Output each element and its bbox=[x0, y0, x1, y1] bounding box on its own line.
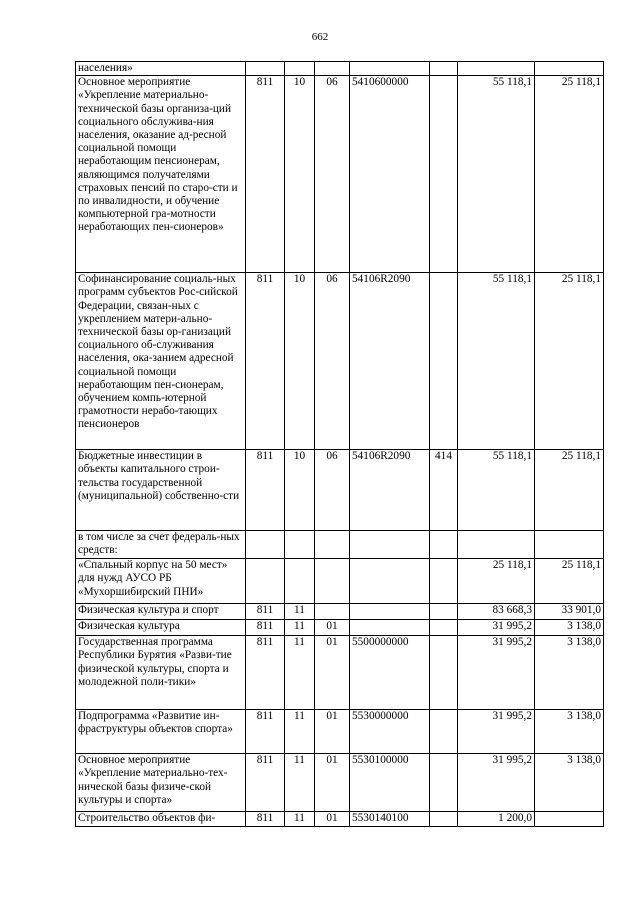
admin-code: 811 bbox=[246, 812, 285, 827]
section-code: 11 bbox=[285, 620, 315, 636]
amount-2 bbox=[535, 812, 604, 827]
row-name: Строительство объектов фи- bbox=[76, 812, 246, 827]
page-number: 662 bbox=[311, 31, 329, 43]
expense-type-code bbox=[430, 636, 458, 710]
section-code: 10 bbox=[285, 450, 315, 531]
row-name: Физическая культура bbox=[76, 620, 246, 636]
expense-type-code bbox=[430, 620, 458, 636]
admin-code: 811 bbox=[246, 710, 285, 754]
subsection-code: 06 bbox=[315, 76, 350, 273]
subsection-code bbox=[315, 604, 350, 620]
expense-type-code bbox=[430, 604, 458, 620]
admin-code: 811 bbox=[246, 620, 285, 636]
admin-code bbox=[246, 531, 285, 559]
target-item-code: 5410600000 bbox=[350, 76, 430, 273]
amount-2: 25 118,1 bbox=[535, 76, 604, 273]
table-row bbox=[76, 531, 604, 559]
amount-1: 31 995,2 bbox=[458, 620, 535, 636]
target-item-code: 54106R2090 bbox=[350, 450, 430, 531]
subsection-code: 06 bbox=[315, 450, 350, 531]
target-item-code: 54106R2090 bbox=[350, 273, 430, 450]
amount-1: 83 668,3 bbox=[458, 604, 535, 620]
target-item-code bbox=[350, 62, 430, 76]
table-row bbox=[76, 273, 604, 450]
admin-code: 811 bbox=[246, 636, 285, 710]
expense-type-code bbox=[430, 754, 458, 812]
amount-1: 25 118,1 bbox=[458, 559, 535, 604]
amount-1: 55 118,1 bbox=[458, 273, 535, 450]
subsection-code bbox=[315, 62, 350, 76]
row-name: Бюджетные инвестиции в объекты капитального строи-тельства государственной (муниципальной) собственно-сти bbox=[76, 450, 246, 531]
section-code: 11 bbox=[285, 636, 315, 710]
section-code: 11 bbox=[285, 812, 315, 827]
table-row bbox=[76, 620, 604, 636]
expense-type-code bbox=[430, 812, 458, 827]
amount-1: 55 118,1 bbox=[458, 76, 535, 273]
amount-2: 3 138,0 bbox=[535, 710, 604, 754]
row-name: Основное мероприятие «Укрепление материально-тех-нической базы физиче-ской культуры и спорта» bbox=[76, 754, 246, 812]
section-code bbox=[285, 62, 315, 76]
table-row bbox=[76, 76, 604, 273]
budget-table bbox=[75, 61, 604, 827]
amount-1: 31 995,2 bbox=[458, 710, 535, 754]
target-item-code bbox=[350, 604, 430, 620]
section-code bbox=[285, 559, 315, 604]
expense-type-code bbox=[430, 76, 458, 273]
amount-2: 3 138,0 bbox=[535, 620, 604, 636]
target-item-code: 5530100000 bbox=[350, 754, 430, 812]
target-item-code bbox=[350, 531, 430, 559]
section-code: 11 bbox=[285, 710, 315, 754]
subsection-code: 01 bbox=[315, 812, 350, 827]
section-code: 10 bbox=[285, 273, 315, 450]
table-row bbox=[76, 636, 604, 710]
table-row bbox=[76, 559, 604, 604]
admin-code bbox=[246, 559, 285, 604]
target-item-code: 5530140100 bbox=[350, 812, 430, 827]
amount-2: 25 118,1 bbox=[535, 559, 604, 604]
subsection-code: 06 bbox=[315, 273, 350, 450]
section-code: 11 bbox=[285, 604, 315, 620]
amount-2: 25 118,1 bbox=[535, 273, 604, 450]
row-name: в том числе за счет федераль-ных средств: bbox=[76, 531, 246, 559]
table-row bbox=[76, 812, 604, 827]
subsection-code: 01 bbox=[315, 710, 350, 754]
row-name: населения» bbox=[76, 62, 246, 76]
expense-type-code bbox=[430, 273, 458, 450]
row-name: Подпрограмма «Развитие ин-фраструктуры объектов спорта» bbox=[76, 710, 246, 754]
amount-2 bbox=[535, 531, 604, 559]
subsection-code: 01 bbox=[315, 754, 350, 812]
section-code bbox=[285, 531, 315, 559]
subsection-code: 01 bbox=[315, 636, 350, 710]
expense-type-code bbox=[430, 531, 458, 559]
amount-1: 1 200,0 bbox=[458, 812, 535, 827]
expense-type-code: 414 bbox=[430, 450, 458, 531]
row-name: Основное мероприятие «Укрепление материально-технической базы организа-ций социального обслужива-ния населения, оказание ад-ресной социальной помощи неработающим пенсионерам, являющимся получателями страховых пенсий по старо-сти и по инвалидности, и обучение компьютерной гра-мотности неработающих пен-сионеров» bbox=[76, 76, 246, 273]
row-name: Физическая культура и спорт bbox=[76, 604, 246, 620]
admin-code: 811 bbox=[246, 76, 285, 273]
admin-code: 811 bbox=[246, 273, 285, 450]
amount-1 bbox=[458, 62, 535, 76]
amount-2 bbox=[535, 62, 604, 76]
section-code: 10 bbox=[285, 76, 315, 273]
target-item-code bbox=[350, 620, 430, 636]
amount-2: 3 138,0 bbox=[535, 636, 604, 710]
admin-code: 811 bbox=[246, 604, 285, 620]
section-code: 11 bbox=[285, 754, 315, 812]
amount-2: 25 118,1 bbox=[535, 450, 604, 531]
row-name: Софинансирование социаль-ных программ субъектов Рос-сийской Федерации, связан-ных с укреплением матери-ально-технической базы ор-ганизаций социального об-служивания населения, ока-занием адресной социальной помощи неработающим пен-сионерам, обучением компь-ютерной грамотности нерабо-тающих пенсионеров bbox=[76, 273, 246, 450]
expense-type-code bbox=[430, 62, 458, 76]
amount-1: 31 995,2 bbox=[458, 754, 535, 812]
amount-1: 55 118,1 bbox=[458, 450, 535, 531]
row-name: «Спальный корпус на 50 мест» для нужд АУСО РБ «Мухоршибирский ПНИ» bbox=[76, 559, 246, 604]
target-item-code bbox=[350, 559, 430, 604]
expense-type-code bbox=[430, 710, 458, 754]
amount-2: 33 901,0 bbox=[535, 604, 604, 620]
table-row bbox=[76, 710, 604, 754]
expense-type-code bbox=[430, 559, 458, 604]
subsection-code bbox=[315, 559, 350, 604]
admin-code bbox=[246, 62, 285, 76]
amount-2: 3 138,0 bbox=[535, 754, 604, 812]
admin-code: 811 bbox=[246, 450, 285, 531]
amount-1 bbox=[458, 531, 535, 559]
table-row bbox=[76, 450, 604, 531]
target-item-code: 5530000000 bbox=[350, 710, 430, 754]
row-name: Государственная программа Республики Бурятия «Разви-тие физической культуры, спорта и молодежной поли-тики» bbox=[76, 636, 246, 710]
amount-1: 31 995,2 bbox=[458, 636, 535, 710]
table-row bbox=[76, 604, 604, 620]
target-item-code: 5500000000 bbox=[350, 636, 430, 710]
admin-code: 811 bbox=[246, 754, 285, 812]
subsection-code bbox=[315, 531, 350, 559]
table-row bbox=[76, 62, 604, 76]
table-row bbox=[76, 754, 604, 812]
subsection-code: 01 bbox=[315, 620, 350, 636]
